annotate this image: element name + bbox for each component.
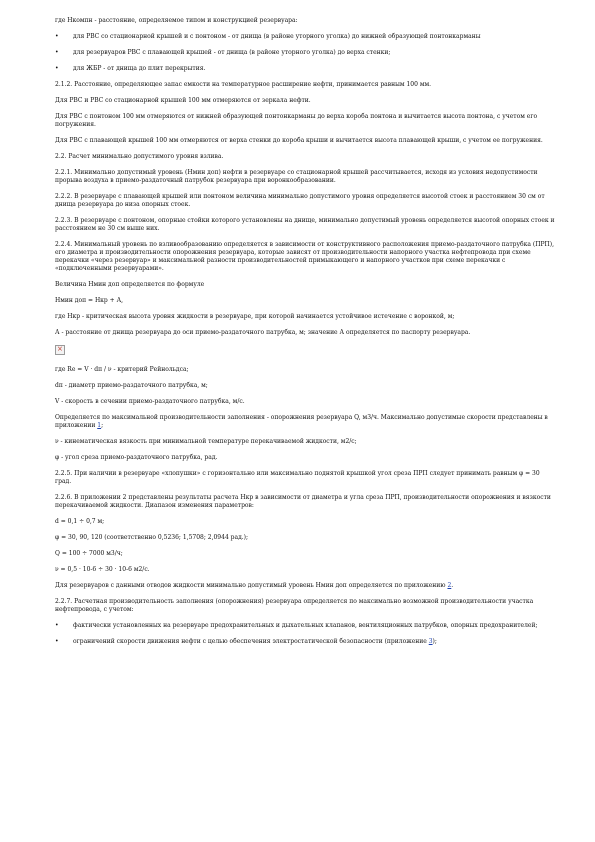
- range-d: d = 0,1 ÷ 0,7 м;: [55, 518, 105, 525]
- document-body: [55, 17, 555, 654]
- broken-image-icon: [55, 345, 65, 355]
- list-item-text-tail: );: [432, 638, 437, 645]
- appendix-3-link[interactable]: 3: [428, 638, 433, 645]
- paragraph-data: [55, 582, 555, 590]
- paragraph-rvs-fixed-roof: Для РВС и РВС со стационарной крышей 100 мм отмеряются от зеркала нефти.: [55, 97, 311, 104]
- range-nu: ν = 0,5 · 10-6 ÷ 30 · 10-6 м2/с.: [55, 566, 150, 573]
- list-item-text: для ЖБР - от днища до плит перекрытия.: [73, 65, 206, 72]
- paragraph-2-2-1: 2.2.1. Минимально допустимый уровень (Нмин доп) нефти в резервуаре со стационарной крышей рассчитывается, исходя из условия недопустимости прорыва воздуха в приемо-раздаточный патрубок резервуара при воронкообразовании.: [55, 169, 538, 184]
- list-item-text: [73, 638, 437, 645]
- definition-a: А - расстояние от днища резервуара до оси приемо-раздаточного патрубка, м; значение А определяется по паспорту резервуара.: [55, 329, 471, 336]
- list-item: [55, 49, 555, 57]
- list-item: [55, 65, 555, 73]
- definition-q: [55, 414, 555, 430]
- definition-phi: φ - угол среза приемо-раздаточного патрубка, рад.: [55, 454, 218, 461]
- intro-text: где Нкомпн - расстояние, определяемое типом и конструкцией резервуара:: [55, 17, 298, 24]
- list-item-text-main: ограничений скорости движения нефти с целью обеспечения электростатической безопасности (приложение: [73, 638, 429, 645]
- list-item: [55, 33, 555, 41]
- bullet-icon: •: [55, 49, 59, 56]
- bullet-icon: •: [55, 622, 59, 629]
- close-icon: ×: [57, 345, 63, 353]
- list-item: [55, 638, 555, 646]
- paragraph-2-2-7: 2.2.7. Расчетная производительность заполнения (опорожнения) резервуара определяется по максимально возможной производительности участка нефтепровода, с учетом:: [55, 598, 534, 613]
- definition-v: V - скорость в сечении приемо-раздаточного патрубка, м/с.: [55, 398, 245, 405]
- bullet-icon: •: [55, 65, 59, 72]
- paragraph-2-2-4: 2.2.4. Минимальный уровень по взливообразованию определяется в зависимости от конструктивного расположения приемо-раздаточного патрубка (ПРП), его диаметра и производительности опорожнения резервуара, которые зависят от производительности напорного участка нефтепровода при схеме перекачки «через резервуар» и максимальной разности производительностей примыкающего и напорного участков при схеме перекачки с «подключенными резервуарами».: [55, 241, 554, 272]
- section-heading-2-2: 2.2. Расчет минимально допустимого уровня взлива.: [55, 153, 224, 160]
- list-item: [55, 622, 555, 630]
- paragraph-2-2-2: 2.2.2. В резервуаре с плавающей крышей или понтоном величина минимально допустимого уровня определяется высотой стоек и расстоянием 30 см от днища резервуара до низа опорных стоек.: [55, 193, 545, 208]
- appendix-1-link[interactable]: 1: [97, 422, 102, 429]
- appendix-2-link[interactable]: 2: [447, 582, 452, 589]
- paragraph-2-2-6: 2.2.6. В приложении 2 представлены результаты расчета Нкр в зависимости от диаметра и угла среза ПРП, производительности опорожнения и вязкости перекачиваемой жидкости. Диапазон изменения параметров:: [55, 494, 551, 509]
- bullet-icon: •: [55, 638, 59, 645]
- list-item-text: фактически установленных на резервуаре предохранительных и дыхательных клапанов, вентиляционных патрубков, опорных предохранителей;: [73, 622, 538, 629]
- paragraph-rvs-floating-roof: Для РВС с плавающей крышей 100 мм отмеряются от верха стенки до короба крыши и вычитается высота плавающей крыши, с учетом ее погружения.: [55, 137, 543, 144]
- range-q: Q = 100 ÷ 7000 м3/ч;: [55, 550, 123, 557]
- paragraph-2-1-2: 2.1.2. Расстояние, определяющее запас емкости на температурное расширение нефти, принимается равным 100 мм.: [55, 81, 432, 88]
- list-item-text: для резервуаров РВС с плавающей крышей - от днища (в районе уторного уголка) до верха стенки;: [73, 49, 391, 56]
- paragraph-rvs-pontoon: Для РВС с понтоном 100 мм отмеряются от нижней образующей понтонкарманы до верха короба понтона и вычитается высота понтона, с учетом его погружения.: [55, 113, 538, 128]
- paragraph-data-tail: .: [451, 582, 454, 589]
- bullet-icon: •: [55, 33, 59, 40]
- definition-q-tail: ;: [101, 422, 104, 429]
- formula: Нмин доп = Нкр + А,: [55, 297, 124, 304]
- list-item-text: для РВС со стационарной крышей и с понтоном - от днища (в районе уторного уголка) до нижней образующей понтонкарманы: [73, 33, 481, 40]
- definition-dp: dп - диаметр приемо-раздаточного патрубка, м;: [55, 382, 208, 389]
- definition-re: где Re = V · dп / ν - критерий Рейнольдса;: [55, 366, 189, 373]
- paragraph-2-2-5: 2.2.5. При наличии в резервуаре «хлопушки» с горизонтально или максимально поднятой крышкой угол среза ПРП следует принимать равным φ = 30 град.: [55, 470, 540, 485]
- definition-q-text: Определяется по максимальной производительности заполнения - опорожнения резервуара Q, м3/ч. Максимально допустимые скорости представлены в приложении: [55, 414, 548, 429]
- formula-intro: Величина Нмин доп определяется по формуле: [55, 281, 205, 288]
- range-phi: φ = 30, 90, 120 (соответственно 0,5236; 1,5708; 2,0944 рад.);: [55, 534, 249, 541]
- definition-hkr: где Нкр - критическая высота уровня жидкости в резервуаре, при которой начинается устойчивое истечение с воронкой, м;: [55, 313, 455, 320]
- paragraph-data-text: Для резервуаров с данными отводов жидкости минимально допустимый уровень Нмин доп определяется по приложению: [55, 582, 448, 589]
- paragraph-2-2-3: 2.2.3. В резервуаре с понтоном, опорные стойки которого установлены на днище, минимально допустимый уровень определяется высотой опорных стоек и расстоянием не 30 см выше них.: [55, 217, 555, 232]
- definition-nu: ν - кинематическая вязкость при минимальной температуре перекачиваемой жидкости, м2/с;: [55, 438, 357, 445]
